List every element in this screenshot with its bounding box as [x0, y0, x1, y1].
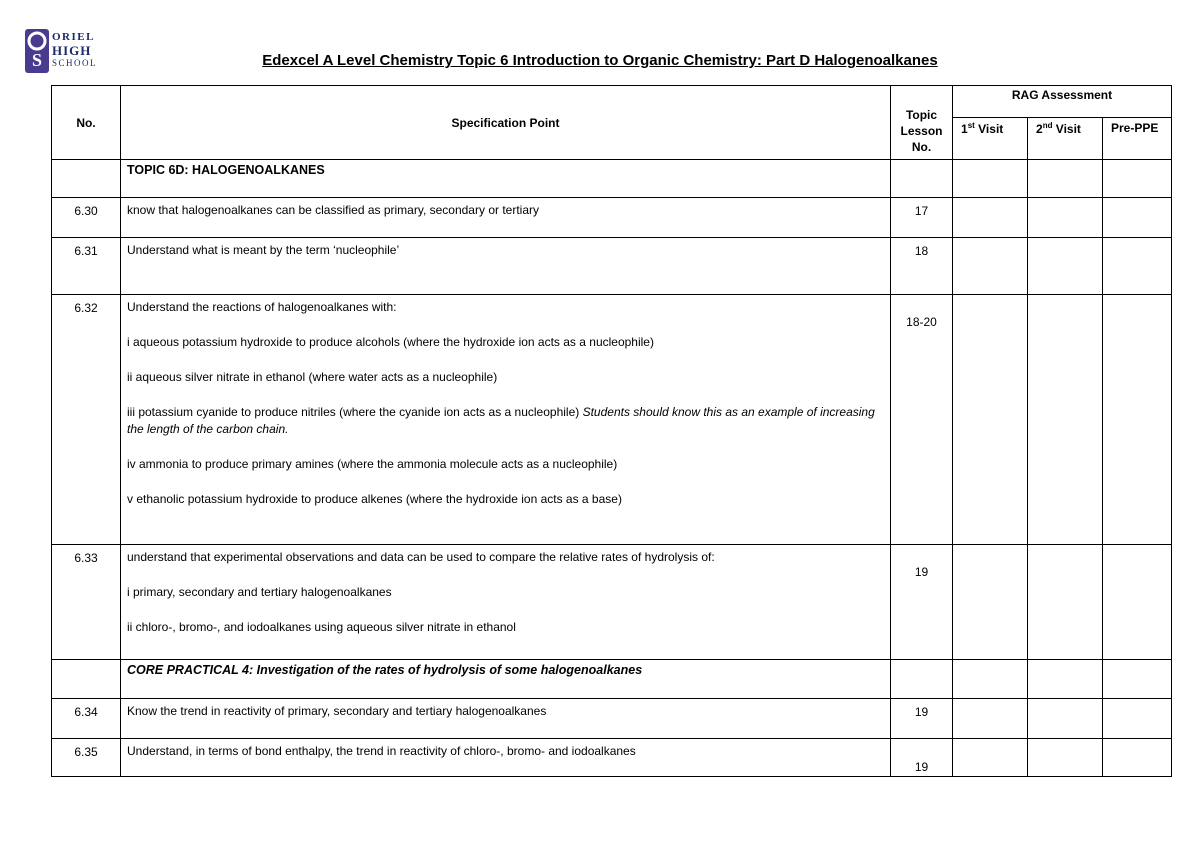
- table-row: [52, 660, 1172, 699]
- rag-cell[interactable]: [1028, 160, 1103, 198]
- row-spec-text: Understand, in terms of bond enthalpy, the trend in reactivity of chloro-, bromo- and iodoalkanes: [121, 739, 891, 777]
- header-topic-lesson-no: [891, 86, 953, 160]
- row-no: 6.32: [52, 295, 121, 545]
- row-no: 6.31: [52, 238, 121, 295]
- header-pre-ppe: Pre-PPE: [1103, 118, 1172, 160]
- table-row: [52, 295, 1172, 545]
- rag-cell[interactable]: [953, 295, 1028, 545]
- row-lesson: 18-20: [891, 295, 953, 545]
- table-row: [52, 739, 1172, 777]
- spec-paragraph-note: Students should know this as an example of increasing the length of the carbon chain.: [127, 405, 875, 436]
- row-no: 6.30: [52, 198, 121, 238]
- page-title: Edexcel A Level Chemistry Topic 6 Introduction to Organic Chemistry: Part D Halogenoalkanes: [262, 52, 938, 69]
- rag-cell[interactable]: [1028, 238, 1103, 295]
- header-lesson-line1: Topic: [905, 108, 938, 122]
- core-practical-heading: CORE PRACTICAL 4: Investigation of the rates of hydrolysis of some halogenoalkanes: [121, 660, 891, 699]
- topic-heading: TOPIC 6D: HALOGENOALKANES: [121, 160, 891, 198]
- table-row: [52, 238, 1172, 295]
- spec-paragraph: i aqueous potassium hydroxide to produce alcohols (where the hydroxide ion acts as a nucleophile): [127, 335, 654, 349]
- spec-paragraph: v ethanolic potassium hydroxide to produce alkenes (where the hydroxide ion acts as a base): [127, 492, 622, 506]
- row-no: 6.34: [52, 699, 121, 739]
- rag-cell[interactable]: [1028, 660, 1103, 699]
- spec-paragraph-text: iii potassium cyanide to produce nitriles (where the cyanide ion acts as a nucleophile): [127, 405, 580, 419]
- spec-paragraph: iv ammonia to produce primary amines (where the ammonia molecule acts as a nucleophile): [127, 457, 618, 471]
- header-specification-point: Specification Point: [121, 86, 891, 160]
- first-visit-sup: st: [967, 121, 975, 130]
- second-visit-sup: nd: [1042, 121, 1053, 130]
- rag-cell[interactable]: [953, 198, 1028, 238]
- header-second-visit: [1028, 118, 1103, 160]
- row-spec-text: Know the trend in reactivity of primary, secondary and tertiary halogenoalkanes: [121, 699, 891, 739]
- rag-cell[interactable]: [1103, 160, 1172, 198]
- rag-cell[interactable]: [1028, 295, 1103, 545]
- header-lesson-line3: No.: [911, 140, 932, 154]
- spec-paragraph: i primary, secondary and tertiary halogenoalkanes: [127, 585, 392, 599]
- header-lesson-line2: Lesson: [900, 124, 943, 138]
- rag-cell[interactable]: [1103, 699, 1172, 739]
- rag-cell[interactable]: [953, 238, 1028, 295]
- row-no: 6.35: [52, 739, 121, 777]
- spec-paragraph: ii chloro-, bromo-, and iodoalkanes using aqueous silver nitrate in ethanol: [127, 620, 516, 634]
- table-row: [52, 699, 1172, 739]
- rag-cell[interactable]: [953, 660, 1028, 699]
- rag-cell[interactable]: [1028, 699, 1103, 739]
- rag-cell[interactable]: [1103, 660, 1172, 699]
- spec-paragraph: [127, 404, 884, 438]
- spec-paragraph: ii aqueous silver nitrate in ethanol (where water acts as a nucleophile): [127, 370, 498, 384]
- first-visit-number: 1: [961, 122, 968, 136]
- row-lesson: 19: [891, 699, 953, 739]
- rag-cell[interactable]: [1028, 198, 1103, 238]
- rag-cell[interactable]: [953, 699, 1028, 739]
- header-rag-assessment: RAG Assessment: [953, 86, 1172, 118]
- svg-text:S: S: [31, 50, 43, 70]
- row-lesson: [891, 160, 953, 198]
- row-no: [52, 660, 121, 699]
- rag-cell[interactable]: [1028, 545, 1103, 660]
- school-name-line1: ORIEL: [52, 31, 95, 43]
- row-no: [52, 160, 121, 198]
- row-no: 6.33: [52, 545, 121, 660]
- row-spec-text: Understand what is meant by the term ‘nucleophile’: [121, 238, 891, 295]
- second-visit-label: Visit: [1052, 122, 1081, 136]
- row-lesson: 19: [891, 739, 953, 777]
- spec-paragraph: understand that experimental observations and data can be used to compare the relative rates of hydrolysis of:: [127, 550, 715, 564]
- first-visit-label: Visit: [974, 122, 1004, 136]
- rag-cell[interactable]: [1028, 739, 1103, 777]
- table-row: [52, 198, 1172, 238]
- table-header-row: [52, 86, 1172, 118]
- row-spec-text: [121, 545, 891, 660]
- table-row: [52, 160, 1172, 198]
- row-lesson: [891, 660, 953, 699]
- specification-table: [51, 85, 1172, 777]
- row-spec-text: know that halogenoalkanes can be classified as primary, secondary or tertiary: [121, 198, 891, 238]
- rag-cell[interactable]: [1103, 238, 1172, 295]
- rag-cell[interactable]: [1103, 545, 1172, 660]
- spec-paragraph: Understand the reactions of halogenoalkanes with:: [127, 300, 397, 314]
- row-spec-text: [121, 295, 891, 545]
- table-row: [52, 545, 1172, 660]
- row-lesson: 18: [891, 238, 953, 295]
- rag-cell[interactable]: [953, 545, 1028, 660]
- second-visit-number: 2: [1036, 122, 1043, 136]
- rag-cell[interactable]: [1103, 198, 1172, 238]
- header-first-visit: [953, 118, 1028, 160]
- row-lesson: 17: [891, 198, 953, 238]
- rag-cell[interactable]: [953, 160, 1028, 198]
- rag-cell[interactable]: [1103, 295, 1172, 545]
- school-name-line3: SCHOOL: [52, 58, 98, 68]
- rag-cell[interactable]: [1103, 739, 1172, 777]
- row-lesson: 19: [891, 545, 953, 660]
- rag-cell[interactable]: [953, 739, 1028, 777]
- header-no: No.: [52, 86, 121, 160]
- school-name-line2: HIGH: [52, 43, 92, 58]
